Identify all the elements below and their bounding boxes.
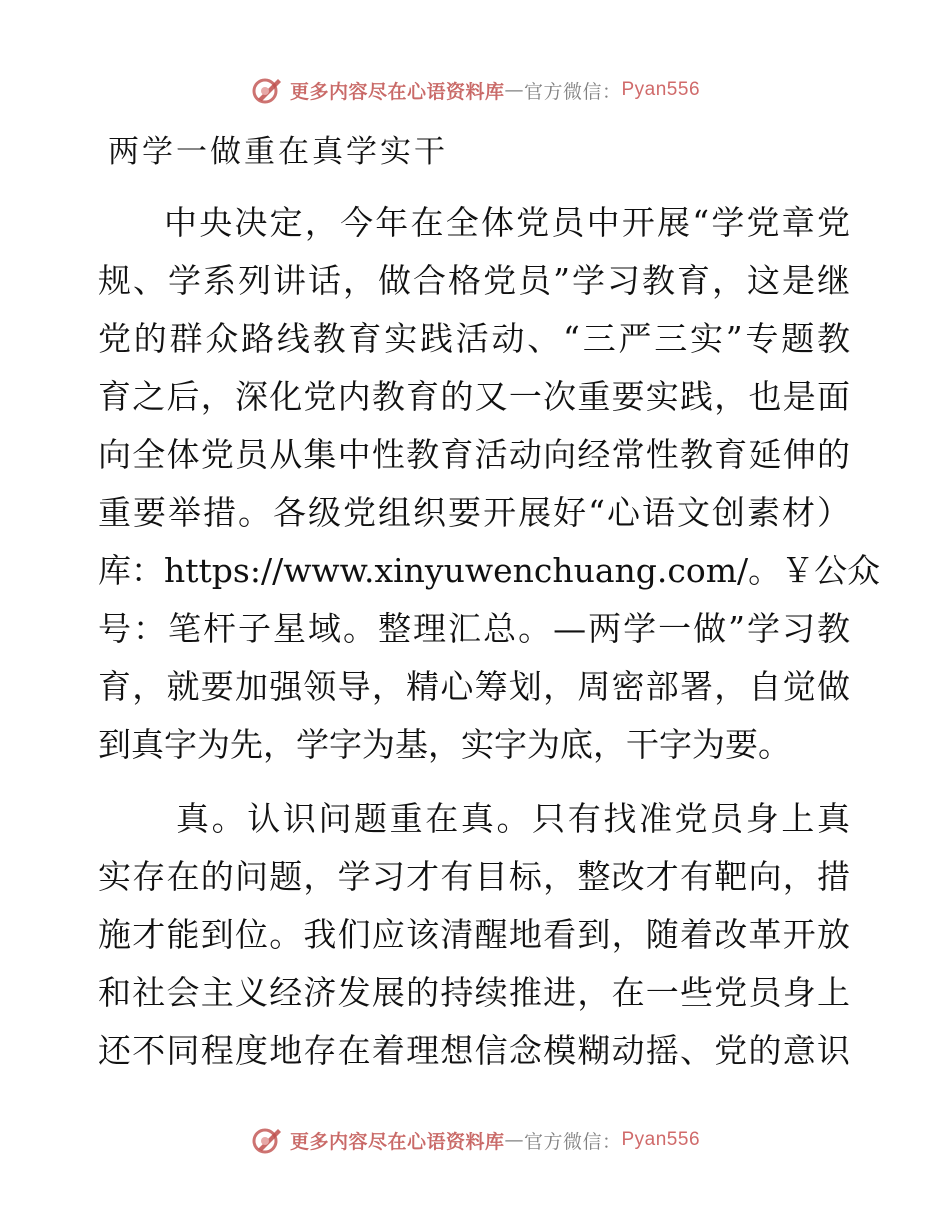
document-title: 两学一做重在真学实干	[108, 134, 448, 170]
paragraph-line: 中央决定，今年在全体党员中开展“学党章党	[164, 203, 850, 242]
paragraph-2	[98, 790, 850, 1080]
paragraph-line: 号：笔杆子星域。整理汇总。—两学一做”学习教	[98, 609, 850, 648]
brush-logo-icon	[250, 1123, 284, 1157]
paragraph-line: 真。认识问题重在真。只有找准党员身上真	[176, 799, 850, 838]
header-official-label: 官方微信：	[523, 80, 622, 103]
paragraph-line: 规、学系列讲话，做合格党员”学习教育，这是继	[98, 261, 850, 300]
paragraph-line: 还不同程度地存在着理想信念模糊动摇、党的意识	[98, 1031, 850, 1070]
brush-logo-icon	[250, 73, 284, 107]
footer-wechat-id: Pyan556	[621, 1129, 701, 1150]
header-brand-text: 更多内容尽在心语资料库	[289, 80, 505, 103]
paragraph-line: 党的群众路线教育实践活动、“三严三实”专题教	[98, 319, 850, 358]
paragraph-line: 施才能到位。我们应该清醒地看到，随着改革开放	[98, 915, 850, 954]
paragraph-1	[98, 194, 881, 774]
footer-separator: —	[504, 1129, 524, 1151]
paragraph-line: 育之后，深化党内教育的又一次重要实践，也是面	[98, 377, 850, 416]
header-watermark	[0, 68, 950, 112]
footer-brand-text: 更多内容尽在心语资料库	[289, 1130, 505, 1153]
paragraph-line: 向全体党员从集中性教育活动向经常性教育延伸的	[98, 435, 850, 474]
header-separator: —	[504, 79, 524, 101]
paragraph-line: 重要举措。各级党组织要开展好“心语文创素材）	[98, 493, 850, 532]
paragraph-line: 到真字为先，学字为基，实字为底，干字为要。	[98, 725, 791, 764]
paragraph-line: 育，就要加强领导，精心筹划，周密部署，自觉做	[98, 667, 850, 706]
paragraph-line: 和社会主义经济发展的持续推进，在一些党员身上	[98, 973, 850, 1012]
footer-watermark	[0, 1118, 950, 1162]
paragraph-line-url: 库：https://www.xinyuwenchuang.com/。￥公众	[98, 551, 881, 590]
footer-official-label: 官方微信：	[523, 1130, 622, 1153]
header-wechat-id: Pyan556	[621, 79, 701, 100]
paragraph-line: 实存在的问题，学习才有目标，整改才有靶向，措	[98, 857, 850, 896]
